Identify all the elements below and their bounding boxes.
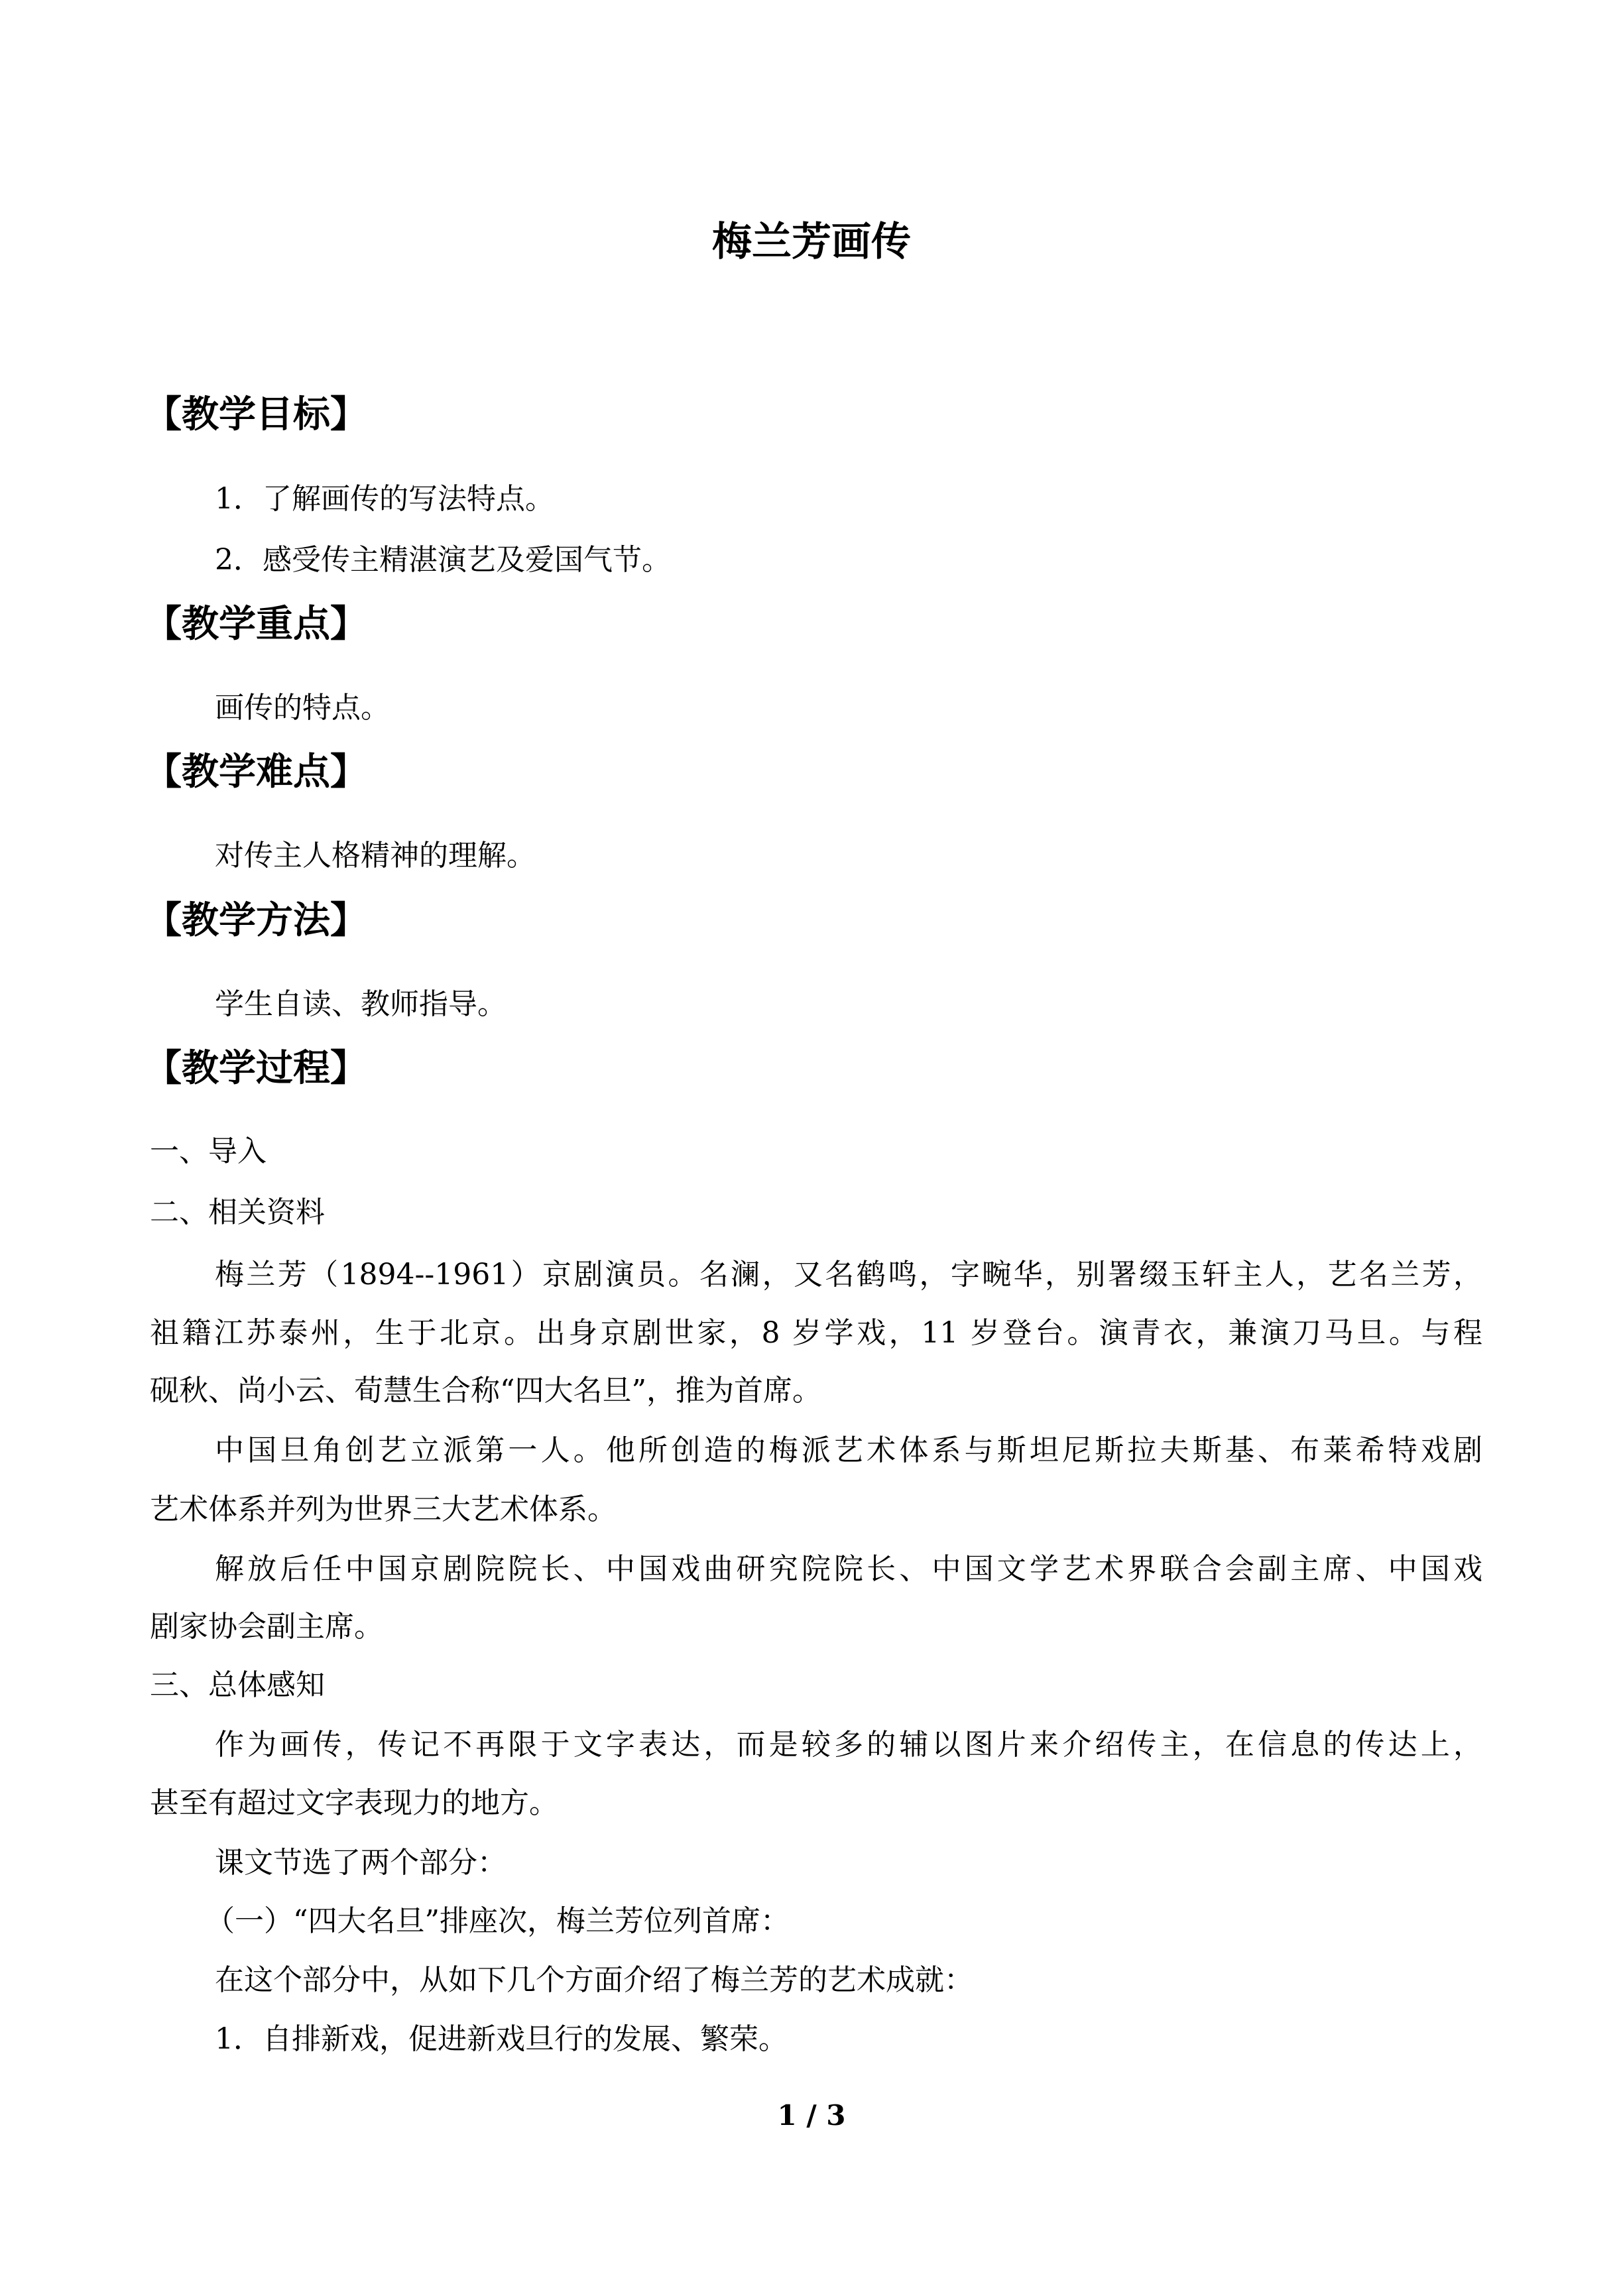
- objective-item-2: 2．感受传主精湛演艺及爱国气节。: [215, 543, 671, 577]
- bio-line-2: 祖籍江苏泰州，生于北京。出身京剧世家，8 岁学戏，11 岁登台。演青衣，兼演刀马旦。与程: [150, 1316, 1482, 1350]
- difficulties-text: 对传主人格精神的理解。: [215, 839, 536, 873]
- achievement-item-1: 1．自排新戏，促进新戏旦行的发展、繁荣。: [215, 2022, 788, 2056]
- heading-difficulties: 【教学难点】: [145, 750, 367, 794]
- perception-line-1: 作为画传，传记不再限于文字表达，而是较多的辅以图片来介绍传主，在信息的传达上，: [215, 1728, 1482, 1762]
- process-part-materials: 二、相关资料: [150, 1195, 325, 1229]
- process-part-perception: 三、总体感知: [150, 1668, 325, 1702]
- process-part-intro: 一、导入: [150, 1134, 267, 1168]
- heading-process: 【教学过程】: [145, 1046, 367, 1090]
- page-number: 1 / 3: [777, 2099, 846, 2132]
- bio-line-1: 梅兰芳（1894--1961）京剧演员。名澜，又名鹤鸣，字畹华，别署缀玉轩主人，艺名兰芳，: [215, 1258, 1482, 1292]
- achievement-intro: 在这个部分中，从如下几个方面介绍了梅兰芳的艺术成就：: [215, 1963, 973, 1997]
- heading-objectives: 【教学目标】: [145, 393, 367, 436]
- career-line-1: 解放后任中国京剧院院长、中国戏曲研究院院长、中国文学艺术界联合会副主席、中国戏: [215, 1552, 1482, 1586]
- key-points-text: 画传的特点。: [215, 691, 390, 725]
- methods-text: 学生自读、教师指导。: [215, 987, 507, 1021]
- heading-methods: 【教学方法】: [145, 898, 367, 942]
- heading-key-points: 【教学重点】: [145, 602, 367, 646]
- perception-line-2: 甚至有超过文字表现力的地方。: [150, 1786, 558, 1820]
- excerpt-intro: 课文节选了两个部分：: [215, 1846, 507, 1880]
- art-line-2: 艺术体系并列为世界三大艺术体系。: [150, 1492, 617, 1526]
- career-line-2: 剧家协会副主席。: [150, 1610, 383, 1644]
- bio-line-3: 砚秋、尚小云、荀慧生合称“四大名旦”，推为首席。: [150, 1374, 821, 1408]
- art-line-1: 中国旦角创艺立派第一人。他所创造的梅派艺术体系与斯坦尼斯拉夫斯基、布莱希特戏剧: [215, 1433, 1482, 1467]
- excerpt-part-1: （一）“四大名旦”排座次，梅兰芳位列首席：: [206, 1904, 790, 1938]
- objective-item-1: 1．了解画传的写法特点。: [215, 482, 554, 516]
- document-title: 梅兰芳画传: [712, 219, 911, 265]
